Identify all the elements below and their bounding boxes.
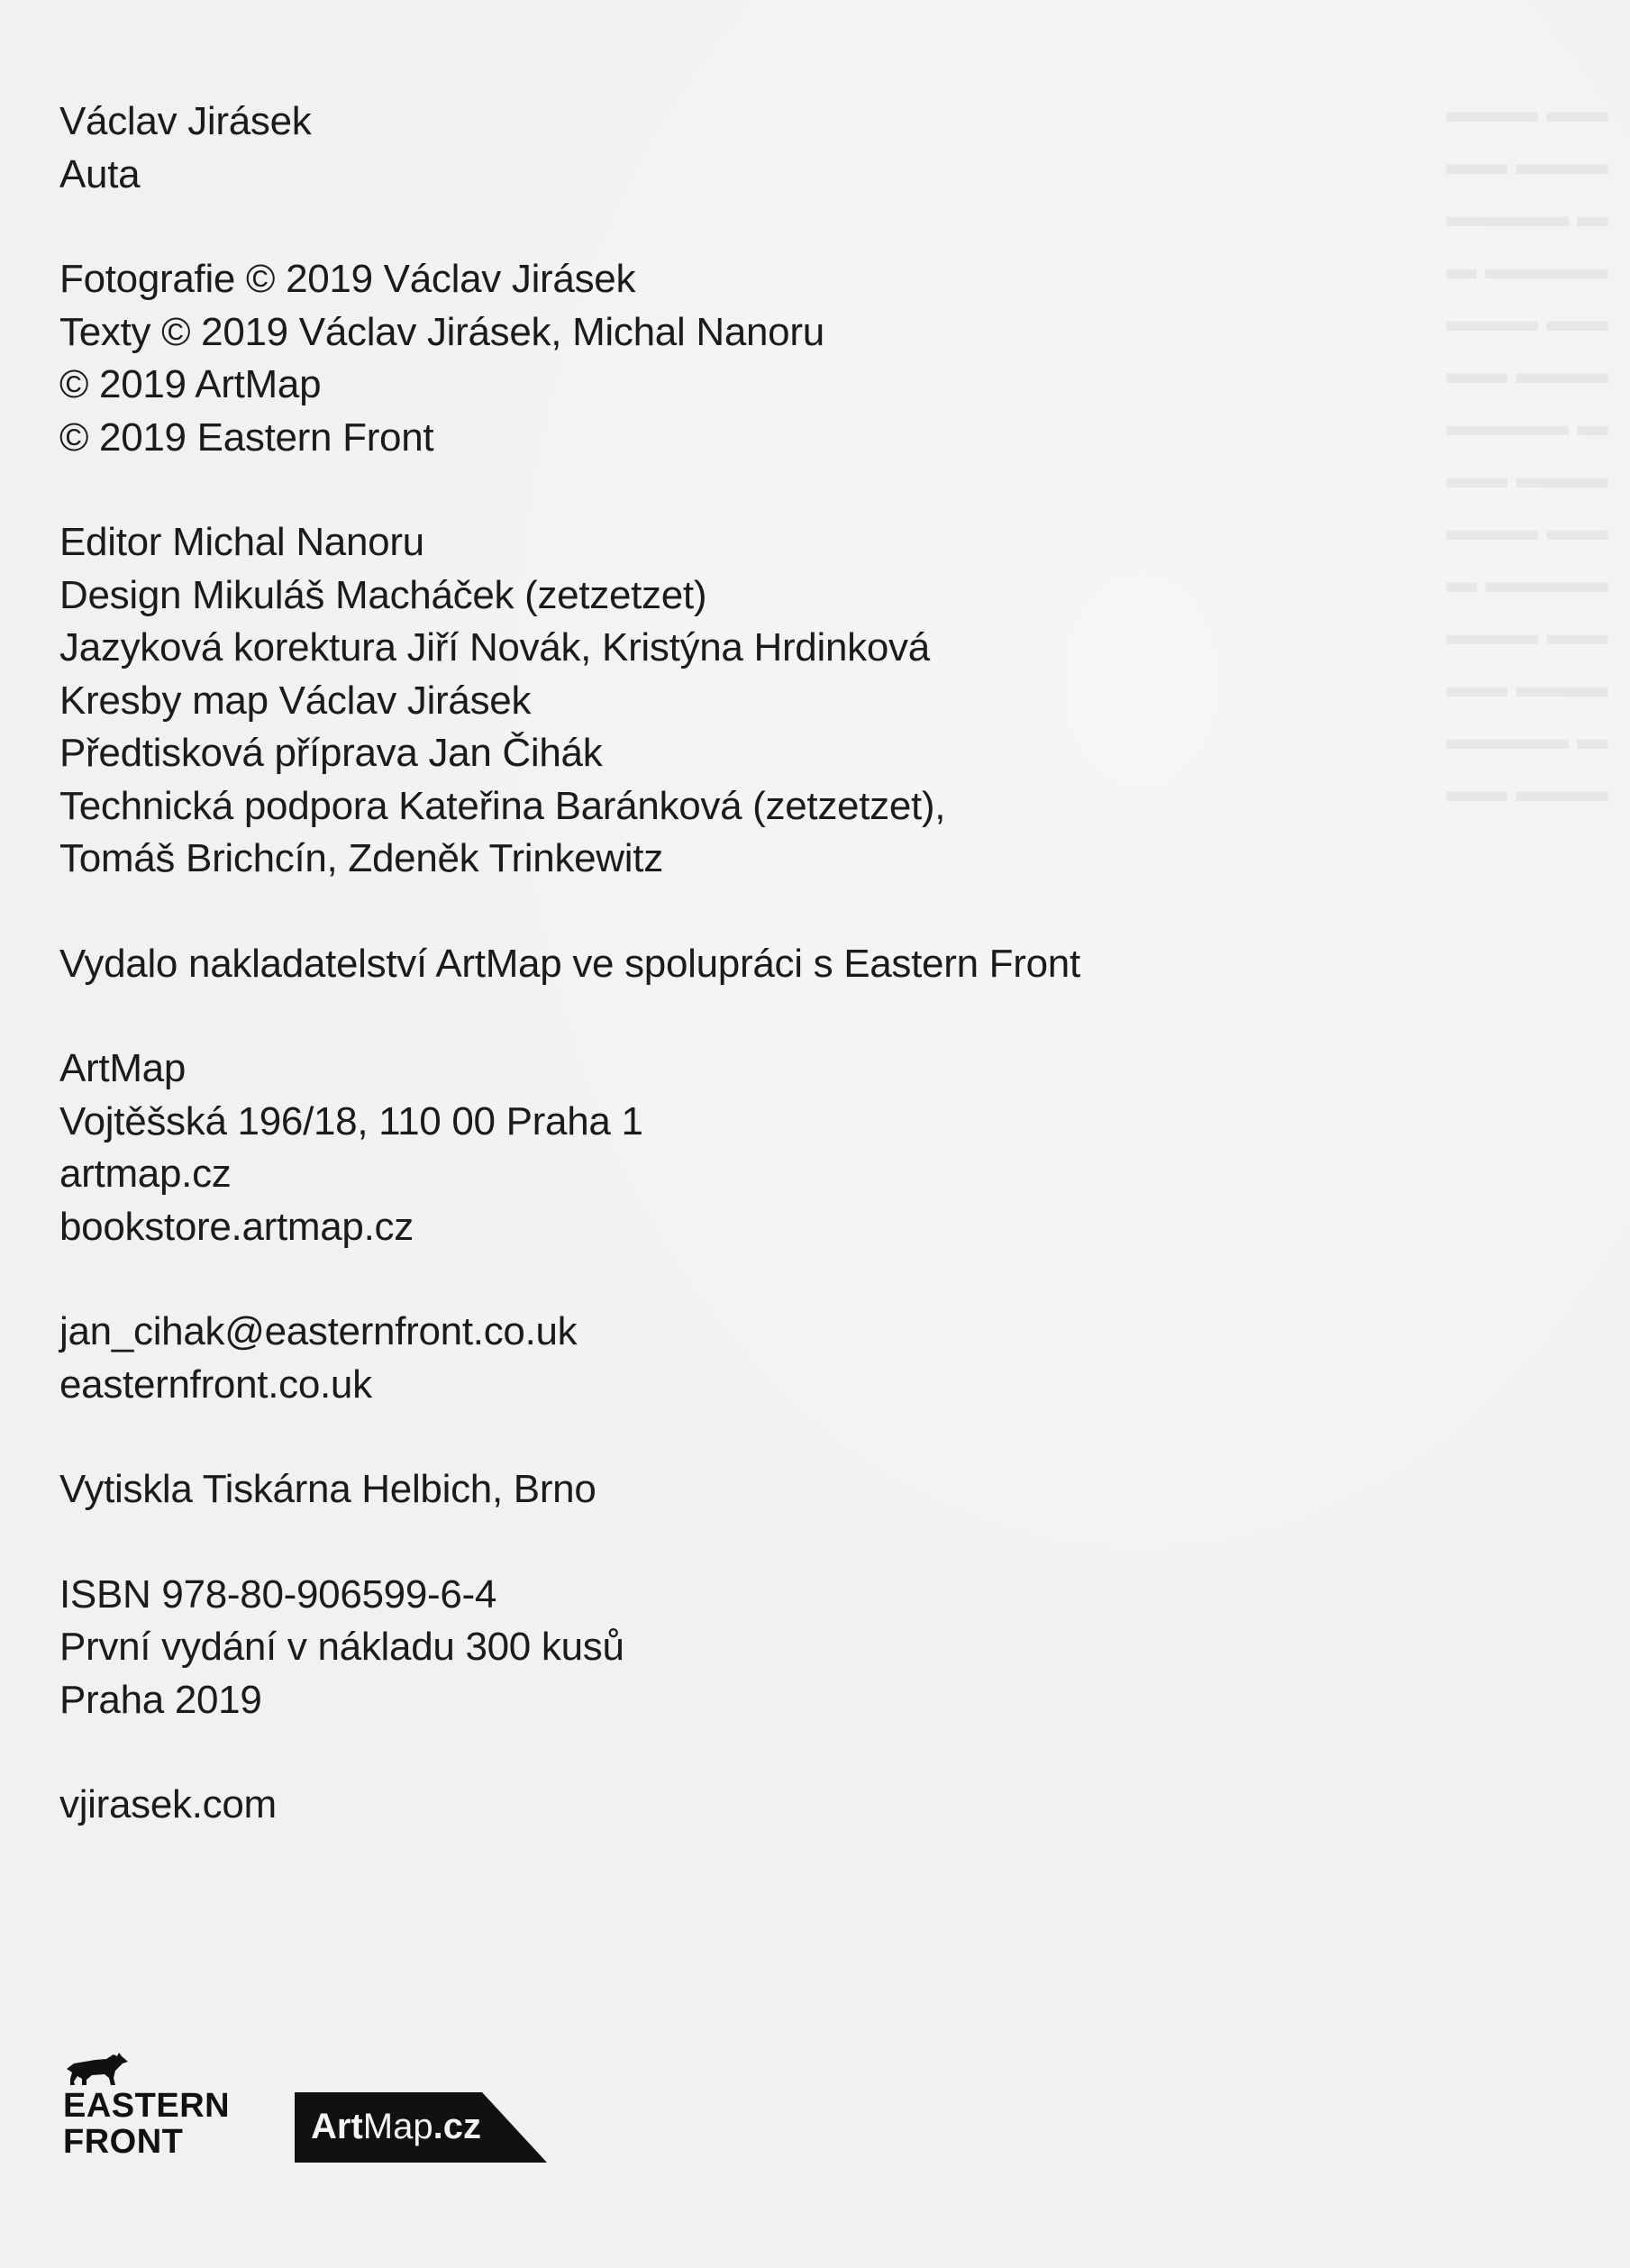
publisher-name: ArtMap <box>59 1046 187 1090</box>
eastern-front-line1: EASTERN <box>63 2087 231 2125</box>
copyright-block <box>59 253 1321 464</box>
eastern-front-logo <box>63 2051 234 2168</box>
copyright-line: Texty © 2019 Václav Jirásek, Michal Nanoru <box>59 309 824 354</box>
author-website: vjirasek.com <box>59 1782 277 1826</box>
publisher-line: Vydalo nakladatelství ArtMap ve spolupráci s Eastern Front <box>59 941 1080 986</box>
title-block <box>59 96 1321 201</box>
bookstore-link: bookstore.artmap.cz <box>59 1204 414 1249</box>
author-website-block <box>59 1779 1321 1832</box>
edition-info: První vydání v nákladu 300 kusů <box>59 1625 624 1669</box>
artmap-wordmark-map: Map <box>362 2107 433 2146</box>
copyright-line: Fotografie © 2019 Václav Jirásek <box>59 257 636 301</box>
colophon <box>59 96 1321 1884</box>
eastern-front-contact-block <box>59 1306 1321 1411</box>
credit-line: Předtisková příprava Jan Čihák <box>59 731 603 775</box>
credit-line: Editor Michal Nanoru <box>59 520 424 564</box>
credit-line: Tomáš Brichcín, Zdeněk Trinkewitz <box>59 836 663 880</box>
credit-line: Kresby map Václav Jirásek <box>59 678 532 723</box>
isbn: ISBN 978-80-906599-6-4 <box>59 1571 497 1617</box>
eastern-front-line2: FRONT <box>63 2123 184 2161</box>
publisher-block <box>59 938 1321 991</box>
artmap-wordmark-cz: .cz <box>433 2107 481 2146</box>
author-name: Václav Jirásek <box>59 99 312 143</box>
edition-block <box>59 1569 1321 1727</box>
printer-line: Vytiskla Tiskárna Helbich, Brno <box>59 1467 596 1511</box>
email-address: jan_cihak@easternfront.co.uk <box>59 1309 578 1353</box>
copyright-line: © 2019 Eastern Front <box>59 414 434 460</box>
copyright-line: © 2019 ArtMap <box>59 362 322 406</box>
printer-block <box>59 1463 1321 1517</box>
publisher-logos <box>63 2051 568 2177</box>
wolf-icon <box>65 2051 130 2087</box>
eastern-front-wordmark <box>63 2089 230 2161</box>
publisher-address: Vojtěšská 196/18, 110 00 Praha 1 <box>59 1098 643 1143</box>
show-through-texture: ▬▬▬ ▬▬ ▬▬ ▬▬▬ ▬▬▬▬ ▬ ▬ ▬▬▬▬ ▬▬▬ ▬▬ ▬▬ ▬▬▬ ▬▬▬▬ ▬ ▬▬ ▬▬▬ ▬▬▬ ▬▬ ▬ ▬▬▬▬ ▬▬▬ ▬▬ ▬▬ ▬▬▬ ▬▬▬▬ ▬ ▬▬ ▬▬▬ <box>1446 95 1608 808</box>
place-year: Praha 2019 <box>59 1677 262 1722</box>
artmap-address-block <box>59 1043 1321 1253</box>
artmap-wordmark-art: Art <box>311 2107 363 2146</box>
artmap-wordmark <box>311 2105 481 2148</box>
website-link: artmap.cz <box>59 1152 232 1196</box>
book-title: Auta <box>59 151 141 196</box>
artmap-logo <box>295 2092 547 2163</box>
credit-line: Design Mikuláš Macháček (zetzetzet) <box>59 572 707 617</box>
credits-block <box>59 516 1321 886</box>
credit-line: Jazyková korektura Jiří Novák, Kristýna Hrdinková <box>59 625 930 669</box>
credit-line: Technická podpora Kateřina Baránková (zetzetzet), <box>59 783 946 828</box>
website-link: easternfront.co.uk <box>59 1362 372 1407</box>
